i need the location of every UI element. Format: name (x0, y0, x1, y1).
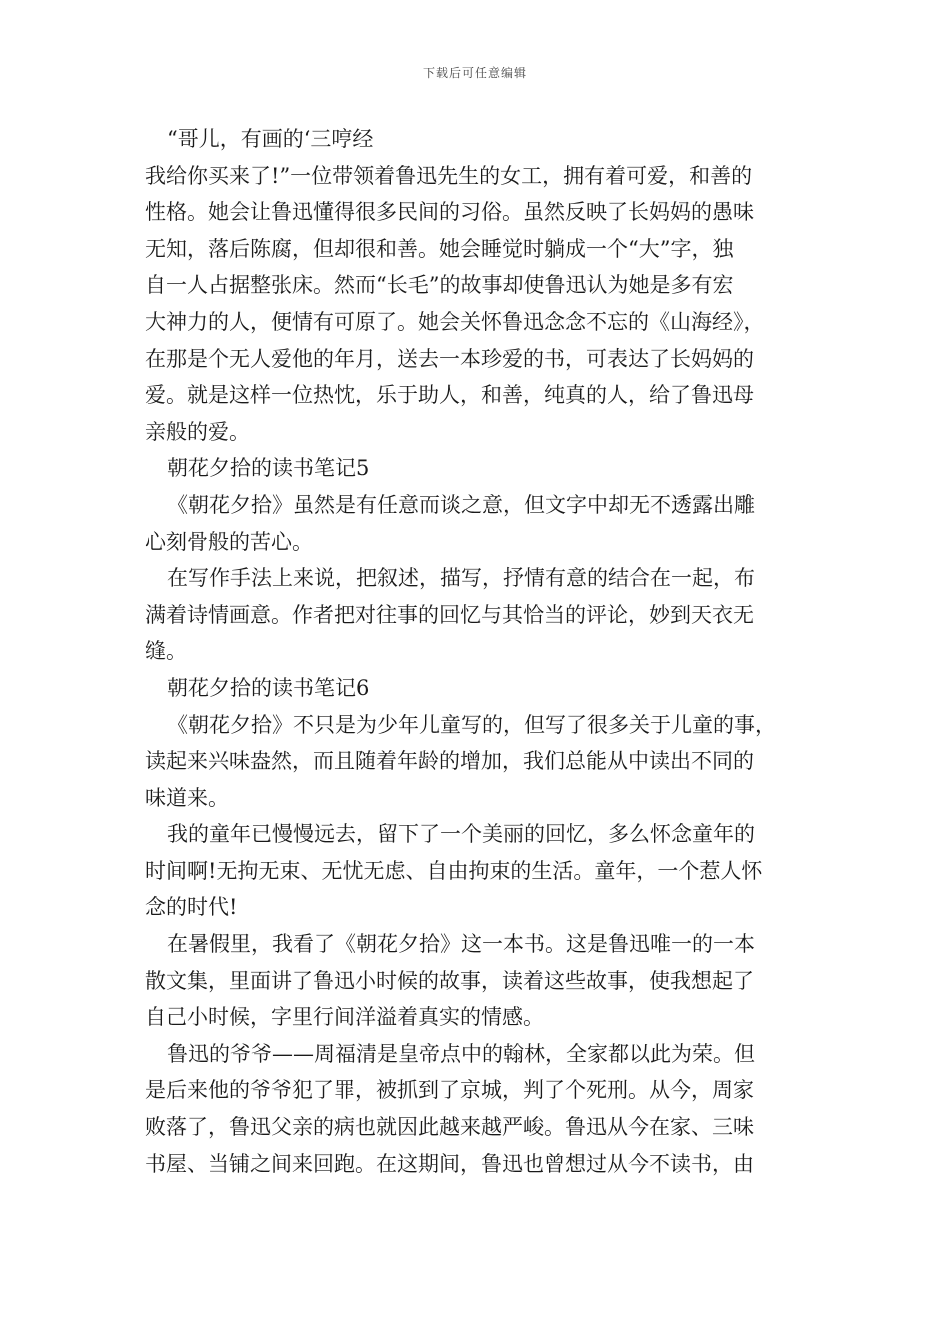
text-line: 我给你买来了!”一位带领着鲁迅先生的女工，拥有着可爱，和善的 (145, 163, 753, 188)
text-line: 自己小时候，字里行间洋溢着真实的情感。 (145, 1005, 544, 1030)
section-heading: 朝花夕拾的读书笔记6 (167, 675, 370, 700)
text-line: 念的时代! (145, 895, 238, 920)
text-line: 在暑假里，我看了《朝花夕拾》这一本书。这是鲁迅唯一的一本 (167, 932, 755, 957)
text-line: 鲁迅的爷爷——周福清是皇帝点中的翰林，全家都以此为荣。但 (167, 1041, 755, 1066)
section-heading: 朝花夕拾的读书笔记5 (167, 456, 370, 481)
text-line: 亲般的爱。 (145, 419, 250, 444)
text-line: 大神力的人，便情有可原了。她会关怀鲁迅念念不忘的《山海经》， (145, 309, 765, 334)
text-line: 散文集，里面讲了鲁迅小时候的故事，读着这些故事，使我想起了 (145, 968, 754, 993)
text-line: 无知，落后陈腐，但却很和善。她会睡觉时躺成一个“大”字，独 (145, 236, 734, 261)
text-line: 书屋、当铺之间来回跑。在这期间，鲁迅也曾想过从今不读书，由 (145, 1151, 754, 1176)
text-line: 满着诗情画意。作者把对往事的回忆与其恰当的评论，妙到天衣无 (145, 602, 754, 627)
page-header: 下载后可任意编辑 (422, 66, 527, 80)
document-body (145, 121, 815, 1182)
text-line: 读起来兴味盎然，而且随着年龄的增加，我们总能从中读出不同的 (145, 749, 754, 774)
text-line: 《朝花夕拾》虽然是有任意而谈之意，但文字中却无不透露出雕 (167, 492, 755, 517)
text-line: 《朝花夕拾》不只是为少年儿童写的，但写了很多关于儿童的事， (167, 712, 776, 737)
text-line: 心刻骨般的苦心。 (145, 529, 313, 554)
text-line: 爱。就是这样一位热忱，乐于助人，和善，纯真的人，给了鲁迅母 (145, 383, 754, 408)
text-line: 缝。 (145, 639, 187, 664)
text-line: 时间啊!无拘无束、无忧无虑、自由拘束的生活。童年，一个惹人怀 (145, 858, 763, 883)
text-line: 性格。她会让鲁迅懂得很多民间的习俗。虽然反映了长妈妈的愚味 (145, 200, 754, 225)
text-line: 我的童年已慢慢远去，留下了一个美丽的回忆，多么怀念童年的 (167, 822, 755, 847)
text-line: 自一人占据整张床。然而“长毛”的故事却使鲁迅认为她是多有宏 (145, 273, 734, 298)
text-line: 败落了，鲁迅父亲的病也就因此越来越严峻。鲁迅从今在家、三味 (145, 1115, 754, 1140)
text-line: 在那是个无人爱他的年月，送去一本珍爱的书，可表达了长妈妈的 (145, 346, 754, 371)
text-line: 味道来。 (145, 785, 229, 810)
text-line: “哥儿，有画的‘三哼经 (167, 127, 374, 151)
text-line: 在写作手法上来说，把叙述，描写，抒情有意的结合在一起，布 (167, 566, 755, 591)
text-line: 是后来他的爷爷犯了罪，被抓到了京城，判了个死刑。从今，周家 (145, 1078, 754, 1103)
